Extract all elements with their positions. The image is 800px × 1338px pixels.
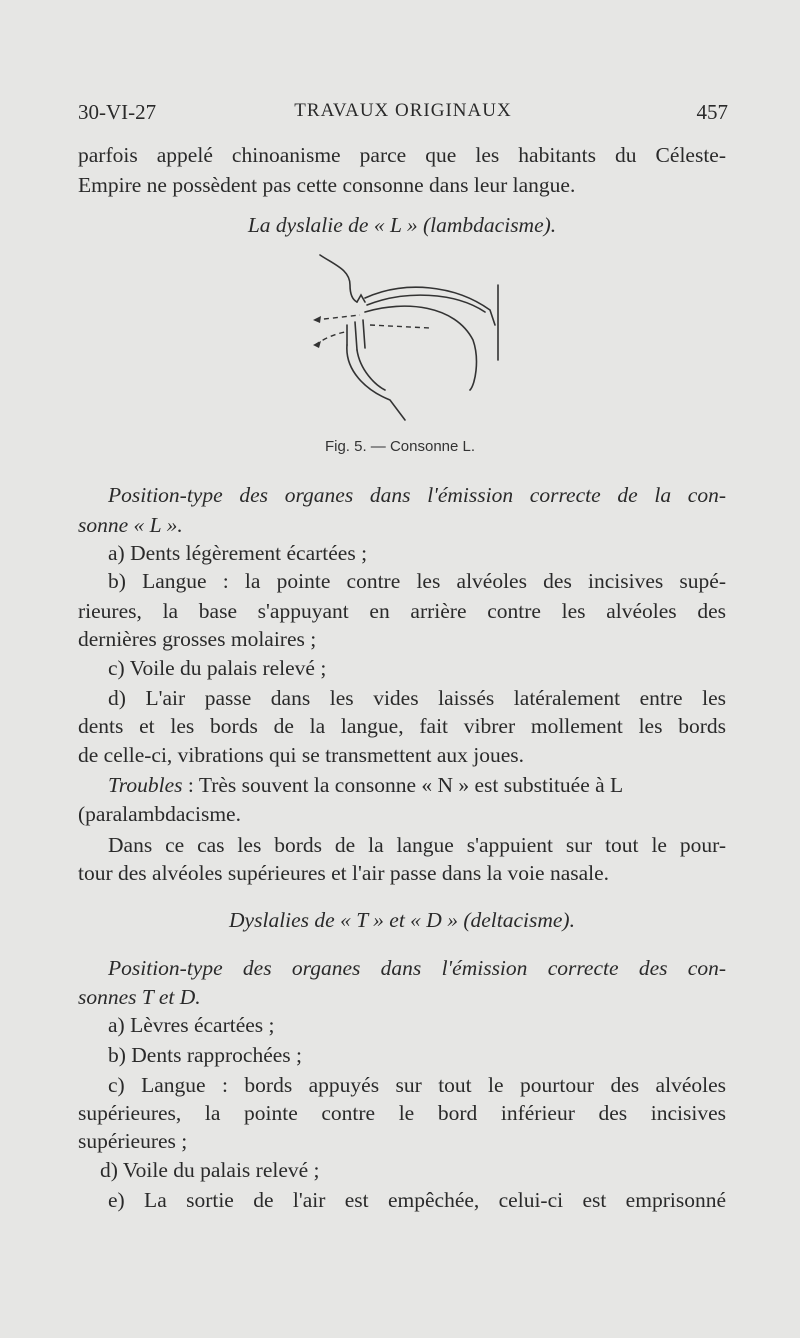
item-b-l-line-1: b) Langue : la pointe contre les alvéoles des incisives supé- [108,569,726,593]
item-a-td: a) Lèvres écartées ; [108,1013,275,1037]
jaw-line [347,345,405,420]
position-type-l-line-1: Position-type des organes dans l'émission correcte de la con- [108,483,726,507]
running-header [78,100,728,130]
item-b-td: b) Dents rapprochées ; [108,1043,303,1067]
page-number: 457 [696,100,728,124]
troubles-line-2: (paralambdacisme. [78,802,241,826]
intro-line-2: Empire ne possèdent pas cette consonne dans leur langue. [78,173,576,197]
item-c-td-line-2: supérieures, la pointe contre le bord inférieur des incisives [78,1101,726,1125]
header-date: 30-VI-27 [78,100,157,124]
intro-line-1: parfois appelé chinoanisme parce que les habitants du Céleste- [78,143,726,167]
troubles-line-1 [108,770,726,800]
nose-outline [320,255,357,302]
item-b-l-line-2: rieures, la base s'appuyant en arrière contre les alvéoles des [78,599,726,623]
section-title-td: Dyslalies de « T » et « D » (deltacisme). [229,908,575,932]
figure-caption: Fig. 5. — Consonne L. [324,438,476,455]
troubles-text: : Très souvent la consonne « N » est substituée à L [182,773,624,797]
cas-line-2: tour des alvéoles supérieures et l'air passe dans la voie nasale. [78,861,610,885]
air-flow-upper [315,315,360,320]
item-b-l-line-3: dernières grosses molaires ; [78,627,317,651]
figure-consonne-l [295,250,510,435]
item-c-l: c) Voile du palais relevé ; [108,656,327,680]
section-title-l: La dyslalie de « L » (lambdacisme). [247,213,557,237]
position-type-td-line-2: sonnes T et D. [78,985,201,1009]
item-e-td: e) La sortie de l'air est empêchée, celui-ci est emprisonné [108,1188,726,1212]
position-type-td-line-1: Position-type des organes dans l'émission correcte des con- [108,956,726,980]
item-d-td: d) Voile du palais relevé ; [100,1158,320,1182]
position-type-l-line-2: sonne « L ». [78,513,183,537]
item-d-l-line-2: dents et les bords de la langue, fait vibrer mollement les bords [78,714,726,738]
item-d-l-line-1: d) L'air passe dans les vides laissés latéralement entre les [108,686,726,710]
troubles-label: Troubles [108,773,183,797]
item-a-l: a) Dents légèrement écartées ; [108,541,368,565]
header-title: TRAVAUX ORIGINAUX [294,100,512,121]
item-c-td-line-1: c) Langue : bords appuyés sur tout le pourtour des alvéoles [108,1073,726,1097]
item-c-td-line-3: supérieures ; [78,1129,188,1153]
tongue-line [365,306,476,390]
cas-line-1: Dans ce cas les bords de la langue s'appuient sur tout le pour- [108,833,726,857]
item-d-l-line-3: de celle-ci, vibrations qui se transmettent aux joues. [78,743,524,767]
